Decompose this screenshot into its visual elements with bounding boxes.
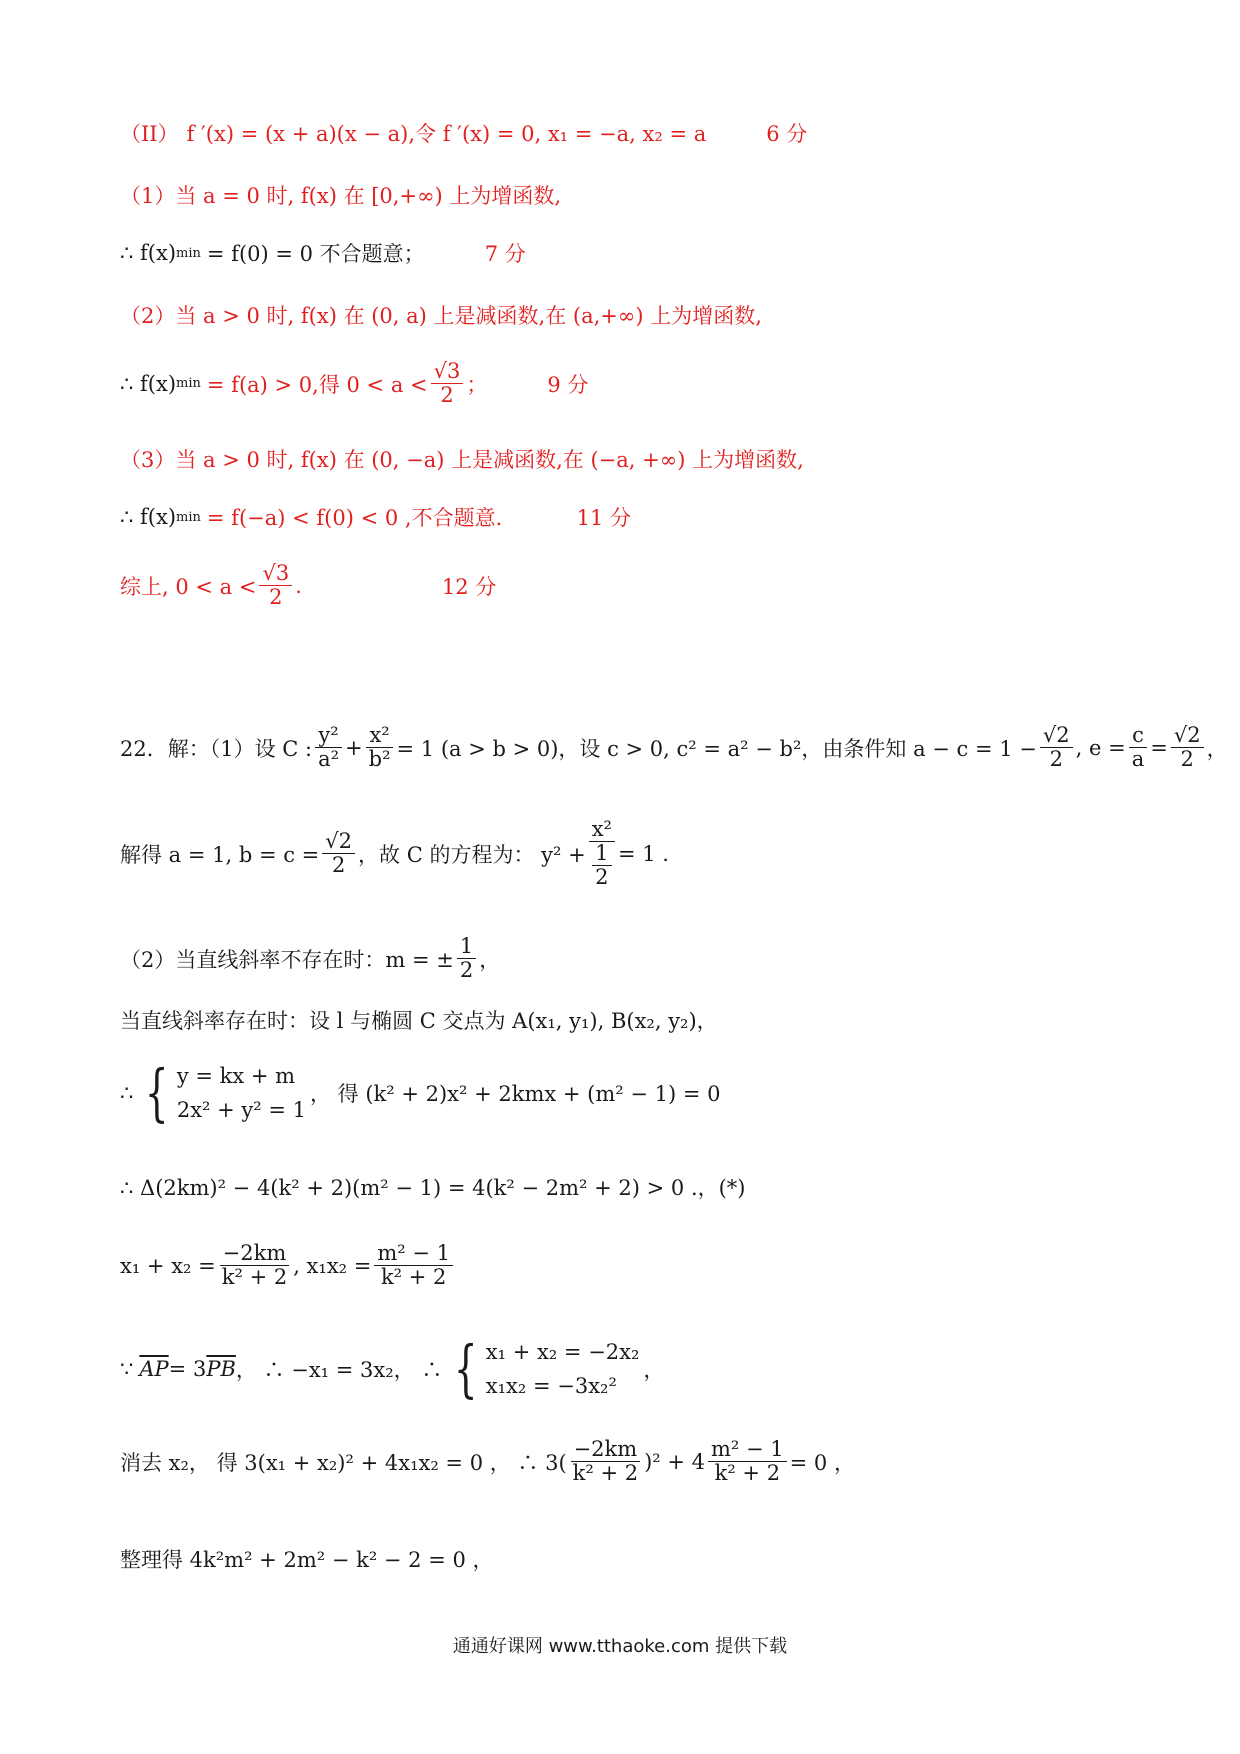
case2-fx: ∴ f(x) [120,371,177,396]
frac-num: −2km [220,1242,290,1266]
case3-fx: ∴ f(x) [120,505,177,529]
case2-text: （2）当 a > 0 时, f(x) 在 (0, a) 上是减函数,在 (a,+∞) 上为增函数, [120,304,762,328]
q22-part2-post: ， [479,947,501,972]
q22-frac-ca [1129,724,1148,771]
system1-eq1: y = kx + m [176,1064,296,1088]
case2-min-sub: min [176,376,201,392]
q22-part2-line [120,935,500,982]
summary-frac-num: √3 [259,562,292,586]
inner-frac [592,842,611,889]
frac-den: a² [318,747,340,772]
eliminate-frac1 [570,1438,641,1485]
page-footer: 通通好课网 www.tthaoke.com 提供下载 [452,1636,788,1657]
eliminate-post: = 0 ， [789,1450,855,1475]
case1-text: （1）当 a = 0 时, f(x) 在 [0,+∞) 上为增函数, [120,184,562,208]
q22-frac-sqrt2 [1040,724,1073,771]
left-brace: { [145,1056,169,1129]
case1-conclusion-line [120,238,526,268]
q22-cond1: = 1 (a > b > 0)，设 c > 0, c² = a² − b²，由条件知 a − c = 1 − [396,736,1037,761]
case3-min-sub: min [176,509,201,525]
q22-final-line [120,1544,494,1574]
part2-derivative-line [120,118,807,148]
case2-line [120,300,762,330]
system2-equations [486,1338,640,1400]
q22-delta-line [120,1172,746,1202]
frac-den: a [1131,747,1145,772]
q22-intersect-text: 当直线斜率存在时：设 l 与椭圆 C 交点为 A(x₁, y₁), B(x₂, y₂)， [120,1009,718,1033]
system1-equations [177,1062,306,1124]
q22-frac-x2b2 [366,724,394,771]
frac-num: x² [589,818,615,842]
case1-fx: ∴ f(x) [120,241,177,265]
q22-system1-line [120,1056,721,1129]
q22-eliminate-line [120,1438,855,1485]
q22-final-text: 整理得 4k²m² + 2m² − k² − 2 = 0 ， [120,1548,494,1572]
q22-solve-pre: 解得 a = 1, b = c = [120,842,320,867]
score-6: 6 分 [766,122,808,146]
frac-num: m² − 1 [708,1438,787,1462]
q22-intro: 22．解：（1）设 C : [120,736,313,761]
summary-frac-den: 2 [269,585,283,610]
frac-den: 2 [1049,747,1063,772]
q22-part2-frac [457,935,476,982]
frac-num: m² − 1 [374,1242,453,1266]
case2-conclusion-line [120,360,588,407]
score-12: 12 分 [441,574,497,599]
summary-post: . [295,573,302,598]
case3-line [120,444,804,474]
vieta-frac1 [219,1242,290,1289]
case3-conclusion-line [120,502,631,532]
frac-den-compound [589,842,614,889]
frac-num: √2 [322,830,355,854]
frac-num: √2 [1171,724,1204,748]
frac-num: y² [315,724,341,748]
frac-den: k² + 2 [572,1461,639,1486]
q22-vieta-line [120,1242,456,1289]
q22-frac-sqrt2-b [1171,724,1204,771]
left-brace: { [454,1332,478,1405]
q22-solve-frac2 [589,818,615,889]
vector-pb: $\overline{PB}$ [206,1357,236,1381]
frac-num: −2km [571,1438,641,1462]
case1-line [120,180,561,210]
frac-num: c [1129,724,1147,748]
case2-fraction [431,360,464,407]
frac-den: 2 [1180,747,1194,772]
system2-brace-group [446,1332,640,1405]
frac-den: k² + 2 [714,1461,781,1486]
score-7: 7 分 [484,242,526,266]
case2-frac-num: √3 [431,360,464,384]
frac-num: 1 [457,935,476,959]
plus-sign: + [345,735,363,760]
score-9: 9 分 [547,372,589,397]
frac-den: 2 [459,958,474,983]
summary-pre: 综上, 0 < a < [120,574,257,599]
frac-den: 2 [331,853,346,878]
q22-delta-text: ∴ Δ(2km)² − 4(k² + 2)(m² − 1) = 4(k² − 2m² + 2) > 0 .，(*) [120,1176,746,1200]
q22-solve-line [120,818,669,889]
system2-post: ， [643,1358,665,1382]
case2-mid: = f(a) > 0,得 0 < a < [206,372,428,397]
q22-intersect-line [120,1005,718,1035]
q22-solve-post: = 1 . [617,841,669,866]
equals-sign: = [1150,735,1168,760]
because-symbol: ∵ [120,1357,134,1381]
system2-eq2: x₁x₂ = −3x₂² [485,1374,617,1398]
system1-brace-group [137,1056,306,1129]
case1-min-sub: min [176,245,201,261]
therefore-symbol: ∴ [120,1081,134,1105]
summary-fraction [259,562,292,609]
system2-eq1: x₁ + x₂ = −2x₂ [485,1340,640,1364]
vector-eq: = 3 [168,1357,207,1381]
q22-solve-frac [322,830,355,877]
q22-part2-pre: （2）当直线斜率不存在时：m = ± [120,947,454,972]
frac-den: k² + 2 [221,1265,288,1290]
frac-num: 1 [592,842,611,866]
case3-text: （3）当 a > 0 时, f(x) 在 (0, −a) 上是减函数,在 (−a, +∞) 上为增函数, [120,448,804,472]
q22-frac-y2a2 [315,724,342,771]
system1-eq2: 2x² + y² = 1 [176,1098,306,1122]
frac-den: k² + 2 [380,1265,447,1290]
part2-label: （II） [120,122,179,146]
case1-rest: = f(0) = 0 不合题意； [206,242,425,266]
eliminate-frac2 [708,1438,787,1485]
case2-post: ； [466,372,488,397]
vieta-pre: x₁ + x₂ = [120,1253,216,1278]
eliminate-mid: )² + 4 [644,1449,706,1474]
q22-vector-line [120,1332,665,1405]
system1-post: ， 得 (k² + 2)x² + 2kmx + (m² − 1) = 0 [310,1082,721,1106]
vieta-mid: , x₁x₂ = [293,1253,372,1278]
vector-post: ， ∴ −x₁ = 3x₂， ∴ [235,1358,443,1382]
frac-num: √2 [1040,724,1073,748]
case2-frac-den: 2 [440,383,454,408]
frac-den: 2 [595,865,609,890]
part2-derivative-expr: f ′(x) = (x + a)(x − a),令 f ′(x) = 0, x₁ = −a, x₂ = a [186,122,707,146]
q22-solve-mid: ，故 C 的方程为： y² + [358,842,586,867]
frac-num: x² [366,724,392,748]
frac-den: b² [368,747,391,772]
case3-rest: = f(−a) < f(0) < 0 ,不合题意． [206,506,517,530]
q22-setup-line [120,724,1228,771]
eliminate-pre: 消去 x₂， 得 3(x₁ + x₂)² + 4x₁x₂ = 0 ， ∴ 3( [120,1450,567,1475]
summary-line [120,562,496,609]
vieta-frac2 [374,1242,453,1289]
q22-cond2: , e = [1075,735,1126,760]
q22-cond-end: ， [1206,736,1228,761]
score-11: 11 分 [576,506,631,530]
vector-ap: $\overline{AP}$ [139,1357,169,1381]
